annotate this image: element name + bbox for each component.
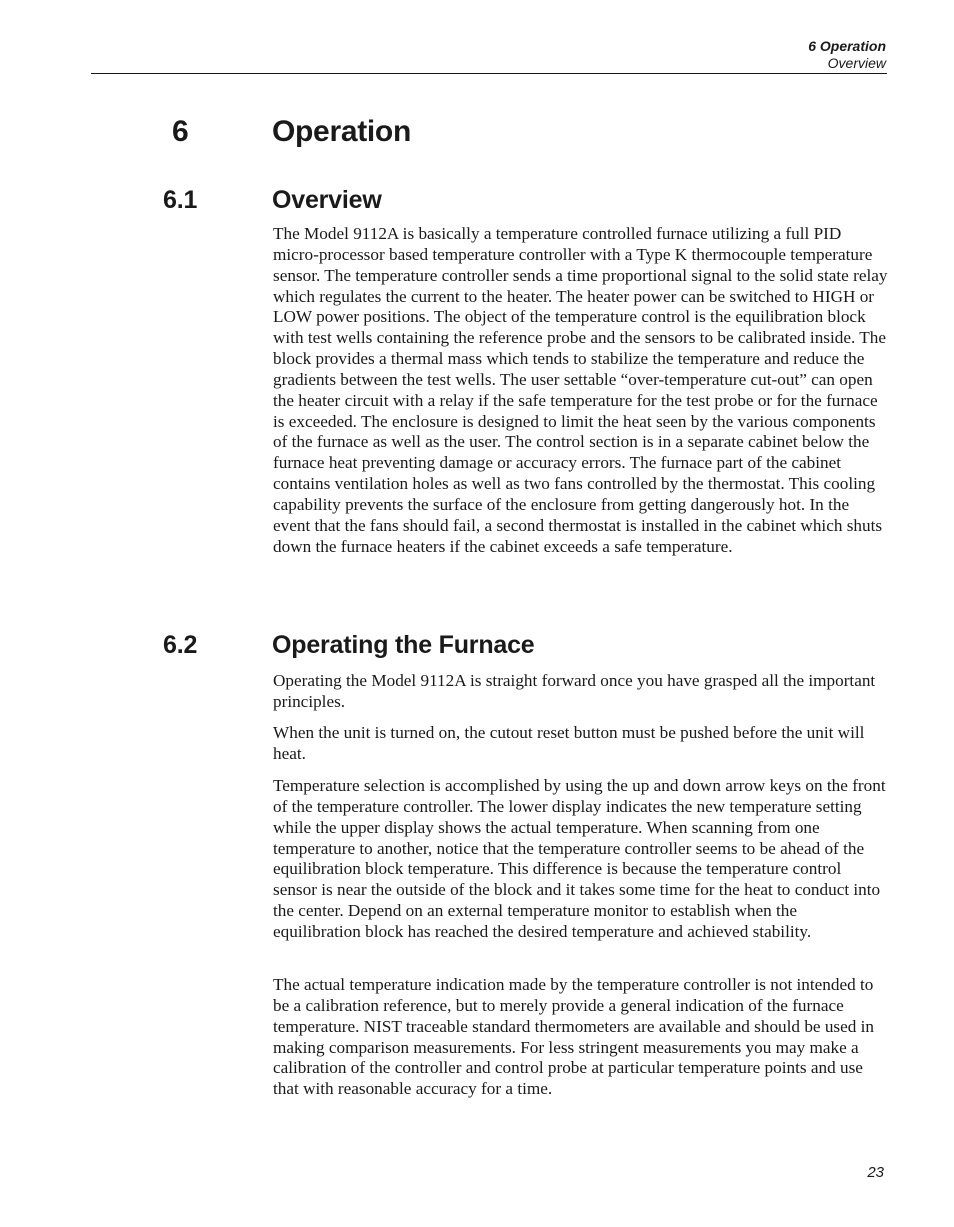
furnace-paragraph-2: When the unit is turned on, the cutout reset button must be pushed before the unit will heat. [273, 723, 865, 763]
overview-paragraph: The Model 9112A is basically a temperature controlled furnace utilizing a full PID micro-processor based temperature controller with a Type K thermocouple temperature sensor. The temperature controller sends a time proportional signal to the solid state relay which regulates the current to the heater. The heater power can be switched to HIGH or LOW power positions. The object of the temperature control is the equilibration block with test wells containing the reference probe and the sensors to be calibrated inside. The block provides a thermal mass which tends to stabilize the temperature and reduce the gradients between the test wells. The user settable “over-temperature cut-out” can open the heater circuit with a relay if the safe temperature for the test probe or for the furnace is exceeded. The enclosure is designed to limit the heat seen by the various components of the furnace as well as the user. The control section is in a separate cabinet below the furnace heat preventing damage or accuracy errors. The furnace part of the cabinet contains ventilation holes as well as two fans controlled by the thermostat. This cooling capability prevents the surface of the enclosure from getting dangerously hot. In the event that the fans should fail, a second thermostat is installed in the cabinet which shuts down the furnace heaters if the cabinet exceeds a safe temperature. [273, 224, 888, 556]
chapter-title: Operation [272, 115, 411, 148]
section-number: 6.1 [163, 186, 198, 214]
section-title: Overview [272, 186, 382, 214]
furnace-paragraph-1: Operating the Model 9112A is straight forward once you have grasped all the important principles. [273, 671, 876, 711]
furnace-paragraph-3: Temperature selection is accomplished by using the up and down arrow keys on the front of the temperature controller. The lower display indicates the new temperature setting while the upper display shows the actual temperature. When scanning from one temperature to another, notice that the temperature controller seems to be ahead of the equilibration block temperature. This difference is because the temperature control sensor is near the outside of the block and it takes some time for the heat to conduct into the center. Depend on an external temperature monitor to establish when the equilibration block has reached the desired temperature and achieved stability. [273, 776, 886, 941]
section-title: Operating the Furnace [272, 631, 535, 659]
running-header-chapter: 6 Operation [808, 38, 886, 54]
running-header [808, 38, 886, 72]
section-number: 6.2 [163, 631, 198, 659]
running-header-section: Overview [827, 55, 886, 71]
header-rule [91, 73, 887, 74]
chapter-number: 6 [172, 115, 189, 148]
furnace-paragraph-4: The actual temperature indication made by the temperature controller is not intended to be a calibration reference, but to merely provide a general indication of the furnace temperature. NIST traceable standard thermometers are available and should be used in making comparison measurements. For less stringent measurements you may make a calibration of the controller and control probe at particular temperature points and use that with reasonable accuracy for a time. [273, 975, 875, 1099]
page-number: 23 [867, 1164, 884, 1181]
